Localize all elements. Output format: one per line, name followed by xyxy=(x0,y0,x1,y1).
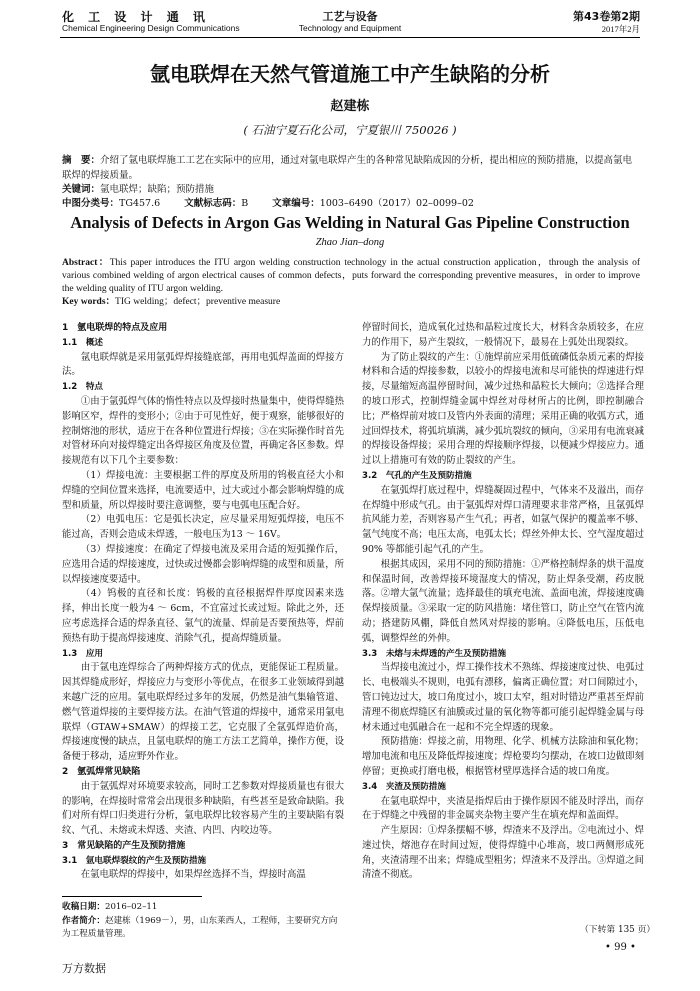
volume-issue: 第43卷第2期 xyxy=(573,10,640,23)
body-paragraph: 根据其成因，采用不同的预防措施：①严格控制焊条的烘干温度和保温时间，改善焊接环境湿度大的情况，防止焊条受潮，药皮脱落。②增大氩气流量；选择最佳的填充电流、盖面电流，焊接速度确保焊接质量。③采取一定的防风措施：堵住管口，防止空气在管内流动；搭建防风棚，降低自然风对焊接的影响。④降低电压，压低电弧，调整焊丝的外伸。 xyxy=(362,558,644,644)
received-label: 收稿日期： xyxy=(62,902,105,912)
article-id-value: 1003–6490（2017）02–0099–02 xyxy=(319,198,474,209)
affiliation-cn: ( 石油宁夏石化公司，宁夏银川 750026 ) xyxy=(243,123,457,137)
section-name-cn: 工艺与设备 xyxy=(322,10,378,23)
keywords-cn-text: 氩电联焊；缺陷；预防措施 xyxy=(100,184,215,195)
continued-note: （下转第 135 页） xyxy=(580,925,656,935)
body-paragraph: 在氩电联焊中，夹渣是指焊后由于操作原因不能及时浮出，而存在于焊缝之中残留的非金属夹杂物主要产生在填充焊和盖面焊。 xyxy=(362,795,644,822)
body-paragraph: （3）焊接速度：在确定了焊接电流及采用合适的短弧操作后，应选用合适的焊接速度，过快或过慢都会影响焊缝的成型和质量，所以焊接速度要适中。 xyxy=(62,543,344,585)
body-paragraph: 停留时间长，造成氧化过热和晶粒过度长大，材料含杂质较多，在应力的作用下，易产生裂纹，一般情况下，最易在上弧处出现裂纹。 xyxy=(362,322,644,348)
body-paragraph: 在氩电联焊的焊接中，如果焊丝选择不当，焊接时高温 xyxy=(80,869,306,881)
abstract-cn-label: 摘 要： xyxy=(62,155,101,166)
section-heading: 1 氩电联焊的特点及应用 xyxy=(62,323,168,333)
section-name-en: Technology and Equipment xyxy=(298,23,402,33)
keywords-cn-label: 关键词： xyxy=(62,184,101,195)
body-paragraph: 当焊接电流过小，焊工操作技术不熟练、焊接速度过快、电弧过长、电极端头不规则，电弧有漂移，偏离正确位置；对口间隙过小，管口钝边过大，坡口角度过小，坡口太窄，组对时错边严重甚至焊前清理不彻底焊缝区有油膜或过量的氧化物等都可能引起焊缝金属与母材未通过电弧融合在一起和不完全焊透的现象。 xyxy=(362,662,644,733)
body-column-right xyxy=(362,321,644,883)
subsection-heading: 3.3 未熔与未焊透的产生及预防措施 xyxy=(362,648,507,659)
body-paragraph: （2）电弧电压：它是弧长决定，应尽量采用短弧焊接，电压不能过高，否则会造成未焊透，一般电压为13 ～ 16V。 xyxy=(62,514,344,541)
keywords-en-text: TIG welding；defect；preventive measure xyxy=(115,297,281,307)
author-cn: 赵建栋 xyxy=(330,99,370,114)
abstract-cn xyxy=(62,153,640,183)
abstract-en-label: Abstract： xyxy=(62,258,110,268)
doc-code-value: B xyxy=(241,198,249,209)
body-paragraph: 产生原因：①焊条摆幅不够，焊渣来不及浮出。②电流过小、焊速过快，熔池存在时间过短，使得焊缝中心堆高，坡口两侧形成死角，夹渣清理不出来；焊缝成型粗劣；焊渣来不及浮出。③焊道之间清渣不彻底。 xyxy=(362,825,644,881)
issue-date: 2017年2月 xyxy=(601,24,640,34)
body-paragraph: 由于氩弧焊对环境要求较高，同时工艺参数对焊接质量也有很大的影响，在焊接时常常会出现很多种缺陷，有些甚至是致命缺陷。我们对所有焊口归类进行分析，氩电联焊比较容易产生的主要缺陷有裂纹、气孔、未熔或未焊透、夹渣、内凹、内咬边等。 xyxy=(62,780,344,837)
body-paragraph: 预防措施：焊接之前，用物理、化学、机械方法除油和氧化物；增加电流和电压及降低焊接速度；焊枪要均匀摆动，在坡口边做即刻停留；更换或打磨电极，根据管材壁厚选择合适的坡口角度。 xyxy=(362,736,644,777)
author-bio-text: 赵建栋（1969－），男，山东莱西人，工程师，主要研究方向为工程质量管理。 xyxy=(62,916,338,939)
header-rule xyxy=(60,37,640,38)
subsection-heading: 1.1 概述 xyxy=(62,337,104,348)
body-paragraph: （1）焊接电流：主要根据工件的厚度及所用的钨极直径大小和焊缝的空间位置来选择，电流要适中，过大或过小都会影响焊缝的成型和质量，所以焊接时要注意调整，要与电弧电压配合好。 xyxy=(62,469,344,511)
abstract-en-text: This paper introduces the ITU argon welding construction technology in the actual construction application，through the analysis of various combined welding of argon electrical causes of common defects，puts forward the corresponding preventive measures，in order to improve the welding quality of ITU argon welding. xyxy=(62,258,640,294)
title-cn: 氩电联焊在天然气管道施工中产生缺陷的分析 xyxy=(150,62,550,86)
body-paragraph: 在氩弧焊打底过程中，焊缝凝固过程中，气体来不及溢出，而存在焊缝中形成气孔。由于氩弧焊对焊口清理要求非常严格，且氩弧焊抗风能力差，否则容易产生气孔；再者，如氩气保护的覆盖率不够、氩气纯度不高；电压太高，电弧太长；焊丝外伸太长、空气湿度超过90% 等都能引起气孔的产生。 xyxy=(362,484,644,555)
clc-label: 中图分类号： xyxy=(62,198,120,209)
subsection-heading: 1.2 特点 xyxy=(62,382,104,393)
section-heading: 3 常见缺陷的产生及预防措施 xyxy=(62,840,186,851)
page-number: • 99 • xyxy=(605,942,636,953)
keywords-cn xyxy=(62,182,640,197)
footnote-rule xyxy=(62,896,202,897)
body-column-left xyxy=(62,321,344,883)
subsection-heading: 3.2 气孔的产生及预防措施 xyxy=(362,470,472,481)
received-date xyxy=(62,901,344,914)
received-value: 2016–02–11 xyxy=(104,902,158,912)
journal-name-en: Chemical Engineering Design Communications xyxy=(62,23,240,33)
watermark: 万方数据 xyxy=(62,962,106,975)
body-paragraph: 为了防止裂纹的产生：①施焊前应采用低硫磷低杂质元素的焊接材料和合适的焊接参数，以较小的焊接电流和尽可能快的焊速进行焊接，尽量缩短高温停留时间，减少过热和晶粒长大倾向；②选择合理的坡口形式，控制焊缝金属中焊丝对母材所占的比例，即控制融合比；严格焊前对坡口及管内外表面的清理；采用正确的收弧方式，通过回焊技术，将弧坑填满，减少弧坑裂纹的倾向，③采用有电流衰减的焊接设备焊接；采用合理的焊接顺序焊接，以便减少焊接应力。通过以上措施可有效的防止裂纹的产生。 xyxy=(362,351,644,467)
article-id-label: 文章编号： xyxy=(272,198,320,209)
classification-line xyxy=(62,196,640,211)
doc-code-label: 文献标志码： xyxy=(184,198,242,209)
body-paragraph: 氩电联焊就是采用氩弧焊焊接缝底部，再用电弧焊盖面的焊接方法。 xyxy=(62,351,344,378)
author-en: Zhao Jian–dong xyxy=(315,237,385,248)
clc-value: TG457.6 xyxy=(119,198,161,209)
body-paragraph: ①由于氩弧焊气体的惰性特点以及焊接时热量集中，使得焊缝热影响区窄，焊件的变形小；②由于可见性好，便于观察，能够很好的控制熔池的形状，适应于在各种位置进行焊接；③在实际操作时首先对管材环向对接焊缝定出各焊接区角度及位置，再确定各区参数。焊接规范有以下几个主要参数： xyxy=(62,395,344,467)
abstract-cn-text: 介绍了氩电联焊施工工艺在实际中的应用，通过对氩电联焊产生的各种常见缺陷成因的分析，提出相应的预防措施，以提高氩电联焊的焊接质量。 xyxy=(62,155,633,181)
keywords-en-label: Key words： xyxy=(62,297,116,307)
title-en: Analysis of Defects in Argon Gas Welding in Natural Gas Pipeline Construction xyxy=(70,213,630,232)
author-bio-label: 作者简介： xyxy=(62,916,105,926)
subsection-heading: 1.3 应用 xyxy=(62,648,104,659)
section-heading: 2 氩弧焊常见缺陷 xyxy=(62,766,141,777)
body-paragraph: 由于氩电连焊综合了两种焊接方式的优点，更能保证工程质量。因其焊缝成形好，焊接应力与变形小等优点，在很多工业领域得到越来越广泛的应用。氩电联焊经过多年的发展，仍然是油气集输管道、燃气管道焊接的主要焊接方法。在油气管道的焊接中，通常采用氩电联焊（GTAW+SMAW）的焊接工艺，它克服了全氩弧焊造价高，焊接速度慢的缺点，且氩电联焊的施工方法工艺简单，操作方便，设备便于移动，适应野外作业。 xyxy=(62,662,344,763)
journal-name-cn: 化 工 设 计 通 讯 xyxy=(62,10,210,24)
subsection-heading: 3.4 夹渣及预防措施 xyxy=(362,781,446,792)
subsection-heading: 3.1 氩电联焊裂纹的产生及预防措施 xyxy=(62,855,207,866)
abstract-en xyxy=(62,257,640,309)
author-bio xyxy=(62,915,344,941)
keywords-en xyxy=(62,296,640,309)
body-paragraph: （4）钨极的直径和长度：钨极的直径根据焊件厚度因素来选择，伸出长度一般为4 ～ 6cm，不宜富过长或过短。除此之外，还应考虑选择合适的焊条直径、氩气的流量、焊前是否要预热等，焊前预热有助于提高焊接速度、消除气孔，提高焊缝质量。 xyxy=(62,588,344,644)
